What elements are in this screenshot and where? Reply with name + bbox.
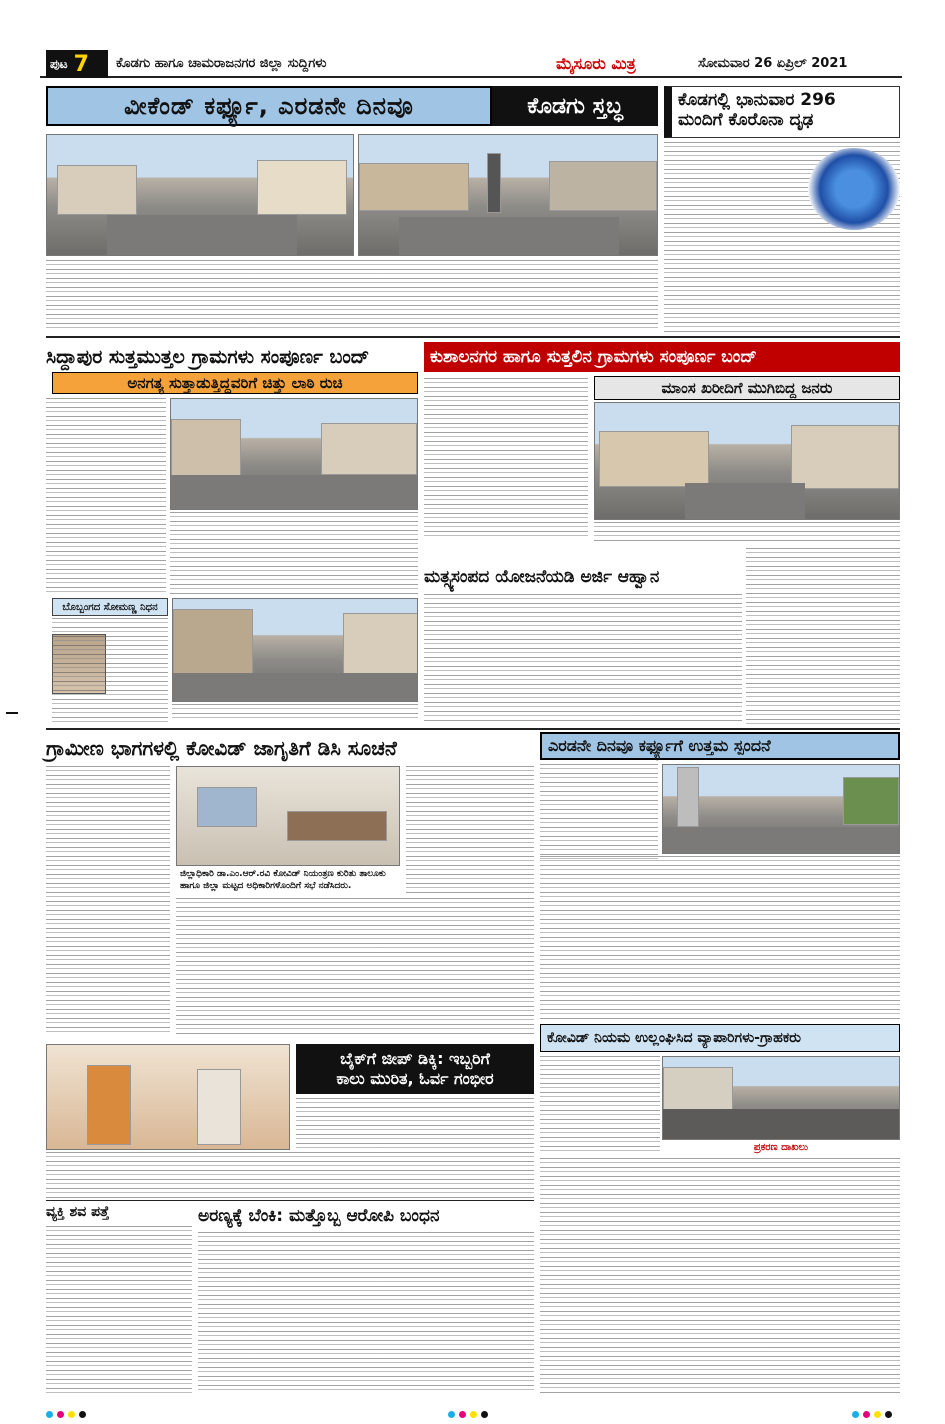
story7-text-col1 (540, 1056, 660, 1152)
story7-headline: ಕೋವಿಡ್ ನಿಯಮ ಉಲ್ಲಂಘಿಸಿದ ವ್ಯಾಪಾರಿಗಳು-ಗ್ರಾಹಕರು (540, 1024, 900, 1052)
story5-text-col1 (46, 766, 170, 1034)
event-photo (46, 1044, 290, 1150)
side-headline-line2: ಮಂದಿಗೆ ಕೊರೊನಾ ದೃಢ (678, 110, 814, 130)
divider (46, 336, 900, 338)
story10-body-text (198, 1232, 534, 1394)
margin-mark (6, 712, 18, 714)
story8-headline-line1: ಬೈಕ್‌ಗೆ ಜೀಪ್ ಡಿಕ್ಕಿ: ಇಬ್ಬರಿಗೆ (340, 1049, 490, 1068)
story5-text-col3 (176, 898, 534, 1036)
story8-body-text (296, 1098, 534, 1150)
story7-body-text (540, 1158, 900, 1394)
side-headline-line1: ಕೊಡಗಲ್ಲಿ ಭಾನುವಾರ 296 (678, 90, 836, 110)
story3-subhead: ಮಾಂಸ ಖರೀದಿಗೆ ಮುಗಿಬಿದ್ದ ಜನರು (594, 376, 900, 400)
story9-body-text (46, 1226, 192, 1394)
story2-photo (170, 398, 418, 510)
page-number-box (46, 50, 108, 78)
masthead-logo: ಮೈಸೂರು ಮಿತ್ರ (556, 54, 636, 73)
color-registration-center (448, 1403, 492, 1422)
lead-headline: ವೀಕೆಂಡ್ ಕರ್ಫ್ಯೂ, ಎರಡನೇ ದಿನವೂ (46, 86, 492, 126)
issue-date: ಸೋಮವಾರ 26 ಏಪ್ರಿಲ್ 2021 (698, 56, 848, 71)
story8-headline-box (296, 1044, 534, 1094)
town-photo-caption (172, 704, 418, 722)
side-headline-box (664, 86, 900, 138)
story3-text-col3 (746, 548, 900, 724)
page-number: 7 (73, 51, 89, 77)
story4-headline: ಮತ್ಸ್ಯಸಂಪದ ಯೋಜನೆಯಡಿ ಅರ್ಜಿ ಆಹ್ವಾನ (424, 567, 660, 587)
color-registration-left (46, 1403, 90, 1422)
color-registration-right (852, 1403, 896, 1422)
event-photo-caption (46, 1152, 534, 1198)
lead-photo-1 (46, 134, 354, 256)
story3-photo (594, 402, 900, 520)
story2-text-col2 (170, 512, 418, 594)
obit-headline: ಬೊಬ್ಬಂಗದ ಸೋಮಣ್ಣ ನಿಧನ (52, 598, 168, 616)
section-title: ಕೊಡಗು ಹಾಗೂ ಚಾಮರಾಜನಗರ ಜಿಲ್ಲಾ ಸುದ್ದಿಗಳು (116, 56, 327, 71)
lead-body-text (46, 260, 658, 330)
lead-photo-2 (358, 134, 658, 256)
story4-body-text (424, 594, 742, 722)
story6-text-col1 (540, 764, 658, 860)
story6-photo (662, 764, 900, 854)
story7-photo (662, 1056, 900, 1140)
story5-caption: ಜಿಲ್ಲಾಧಿಕಾರಿ ಡಾ.ಎಂ.ಆರ್.ರವಿ ಕೋವಿಡ್ ನಿಯಂತ್ರಣ ಕುರಿತು ತಾಲೂಕು ಹಾಗೂ ಜಿಲ್ಲಾ ಮಟ್ಟದ ಅಧಿಕಾರಿಗಳೊಂದಿಗೆ ಸಭೆ ನಡೆಸಿದರು. (176, 866, 400, 894)
divider (46, 728, 900, 730)
lead-headline-highlight: ಕೊಡಗು ಸ್ತಬ್ಧ (492, 86, 658, 126)
story10-headline: ಅರಣ್ಯಕ್ಕೆ ಬೆಂಕಿ: ಮತ್ತೊಬ್ಬ ಆರೋಪಿ ಬಂಧನ (198, 1206, 440, 1226)
story2-text-col1 (46, 398, 166, 594)
story7-caption: ಪ್ರಕರಣ ದಾಖಲು (753, 1142, 809, 1153)
story8-headline-line2: ಕಾಲು ಮುರಿತ, ಓರ್ವ ಗಂಭೀರ (336, 1069, 494, 1088)
story3-text-col1 (424, 378, 588, 538)
story6-body-text (540, 856, 900, 1022)
page-label: ಪುಟ (50, 56, 68, 71)
story3-caption (594, 522, 900, 542)
virus-icon (808, 148, 900, 230)
story5-photo (176, 766, 400, 866)
story2-headline: ಸಿದ್ದಾಪುರ ಸುತ್ತಮುತ್ತಲ ಗ್ರಾಮಗಳು ಸಂಪೂರ್ಣ ಬಂದ್ (46, 346, 370, 368)
story5-text-col2 (406, 766, 534, 896)
story9-headline: ವ್ಯಕ್ತಿ ಶವ ಪತ್ತೆ (46, 1204, 110, 1220)
story3-headline: ಕುಶಾಲನಗರ ಹಾಗೂ ಸುತ್ತಲಿನ ಗ್ರಾಮಗಳು ಸಂಪೂರ್ಣ ಬಂದ್ (424, 342, 900, 372)
story-photo-town (172, 598, 418, 702)
story6-headline: ಎರಡನೇ ದಿನವೂ ಕರ್ಫ್ಯೂಗೆ ಉತ್ತಮ ಸ್ಪಂದನೆ (540, 732, 900, 760)
divider (46, 1200, 534, 1201)
story2-subhead: ಅನಗತ್ಯ ಸುತ್ತಾಡುತ್ತಿದ್ದವರಿಗೆ ಚಿತ್ತು ಲಾಠಿ ರುಚಿ (52, 372, 418, 394)
story5-headline: ಗ್ರಾಮೀಣ ಭಾಗಗಳಲ್ಲಿ ಕೋವಿಡ್ ಜಾಗೃತಿಗೆ ಡಿಸಿ ಸೂಚನೆ (46, 732, 534, 764)
obit-text (52, 618, 168, 722)
